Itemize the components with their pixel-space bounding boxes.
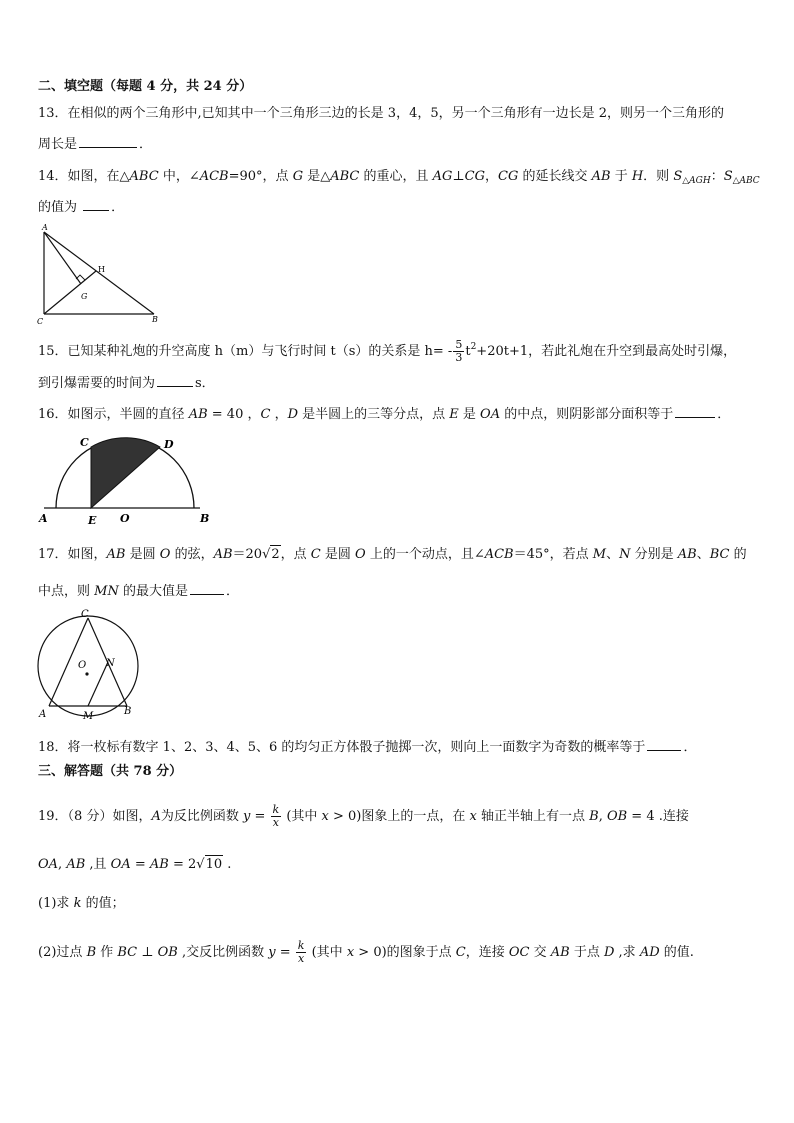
text-fragment: A xyxy=(151,809,161,824)
text-fragment: s． xyxy=(195,376,215,391)
text-fragment: 的延长线交 xyxy=(518,169,592,184)
text-fragment: ＝45°，若点 xyxy=(513,547,593,562)
text-fragment: =90°，点 xyxy=(228,169,293,184)
question-13-line-1: 13．在相似的两个三角形中,已知其中一个三角形三边的长是 3，4，5，另一个三角形有一边长是 2，则另一个三角形的 xyxy=(38,106,725,121)
text-fragment: > 0)的图象于点 xyxy=(354,945,456,960)
text-fragment: +20t+1，若此礼炮在升空到最高处时引爆， xyxy=(476,344,737,359)
text-fragment: 、 xyxy=(696,547,710,562)
text-fragment: D xyxy=(603,945,615,960)
text-fragment: 轴正半轴上有一点 xyxy=(476,809,590,824)
circle-figure xyxy=(34,606,144,722)
text-fragment: ．则 xyxy=(643,169,674,184)
text-fragment: C xyxy=(455,945,466,960)
text-fragment: C xyxy=(260,407,271,422)
text-fragment: ． xyxy=(111,200,125,215)
text-fragment: B xyxy=(86,945,97,960)
answer-blank[interactable] xyxy=(157,374,193,387)
text-fragment: x xyxy=(469,809,477,824)
text-fragment: M xyxy=(592,547,607,562)
text-fragment: y xyxy=(268,945,276,960)
text-fragment: AB xyxy=(188,407,208,422)
label-a: A xyxy=(39,709,47,720)
answer-blank[interactable] xyxy=(647,738,681,751)
text-fragment: AB xyxy=(677,547,697,562)
question-16-line-1 xyxy=(38,405,730,424)
text-fragment: 19．（8 分）如图， xyxy=(38,809,152,824)
text-fragment: 2 xyxy=(470,342,477,352)
text-fragment: 的弦， xyxy=(170,547,214,562)
text-fragment: BC xyxy=(117,945,138,960)
text-fragment: x xyxy=(321,809,329,824)
section-title: 三、解答题（共 78 分） xyxy=(38,764,183,779)
text-fragment: y xyxy=(242,809,251,824)
text-fragment: (其中 xyxy=(307,945,347,960)
text-fragment: BC xyxy=(709,547,730,562)
text-fragment: 于点 xyxy=(569,945,604,960)
label-e: E xyxy=(88,514,97,527)
text-fragment: ⊥ xyxy=(137,945,158,960)
q13-suffix: ． xyxy=(139,137,153,152)
text-fragment: CG xyxy=(464,169,485,184)
answer-blank[interactable] xyxy=(675,405,715,418)
label-m: M xyxy=(83,711,94,722)
text-fragment: 5 xyxy=(455,338,463,351)
label-h: H xyxy=(98,265,105,274)
label-o: O xyxy=(120,512,130,525)
question-15-line-2 xyxy=(38,374,215,393)
label-b: B xyxy=(124,706,132,717)
segment-mn xyxy=(88,662,108,706)
text-fragment: OB xyxy=(606,809,628,824)
text-fragment: , xyxy=(58,857,67,872)
text-fragment: . xyxy=(223,857,232,872)
label-b: B xyxy=(152,315,158,324)
text-fragment: ： xyxy=(710,169,724,184)
text-fragment: S xyxy=(723,169,733,184)
label-d: D xyxy=(164,438,174,451)
text-fragment: △AGH xyxy=(682,176,711,186)
text-fragment: x xyxy=(272,816,279,829)
answer-blank[interactable] xyxy=(79,135,137,148)
fraction xyxy=(296,940,307,965)
text-fragment: ，点 xyxy=(280,547,311,562)
text-fragment: 16．如图示，半圆的直径 xyxy=(38,407,189,422)
text-fragment: 的值为 xyxy=(38,200,78,215)
label-a: A xyxy=(39,512,48,525)
text-fragment: 中点，则 xyxy=(38,584,95,599)
segment-ch xyxy=(44,271,96,314)
label-c: C xyxy=(37,317,44,326)
question-19-part-1 xyxy=(38,895,125,913)
text-fragment: O xyxy=(159,547,171,562)
text-fragment: 是半圆上的三等分点，点 xyxy=(298,407,450,422)
text-fragment: ,求 xyxy=(614,945,640,960)
text-fragment: > 0)图象上的一点，在 xyxy=(328,809,470,824)
text-fragment: = xyxy=(250,809,270,824)
text-fragment: 的最大值是 xyxy=(118,584,188,599)
answer-blank[interactable] xyxy=(83,198,109,211)
text-fragment: ＝20 xyxy=(232,547,263,562)
question-18-line-1 xyxy=(38,738,696,757)
text-fragment: O xyxy=(355,547,366,562)
fraction xyxy=(271,804,282,829)
question-17-line-1 xyxy=(38,545,747,564)
text-fragment: 3 xyxy=(455,351,463,364)
text-fragment: 的中点，则阴影部分面积等于 xyxy=(500,407,674,422)
text-fragment: 、 xyxy=(606,547,620,562)
text-fragment: ，连接 xyxy=(465,945,509,960)
text-fragment: △ABC xyxy=(732,176,760,186)
label-a: A xyxy=(42,223,48,232)
label-g: G xyxy=(81,292,88,301)
text-fragment: 交 xyxy=(529,945,551,960)
text-fragment: OC xyxy=(508,945,530,960)
text-fragment: ． xyxy=(683,740,697,755)
fraction xyxy=(453,339,464,364)
text-fragment: (其中 xyxy=(282,809,322,824)
text-fragment: = 4 .连接 xyxy=(627,809,689,824)
text-fragment: x xyxy=(346,945,355,960)
text-fragment: MN xyxy=(94,584,119,599)
text-fragment: AB xyxy=(213,547,233,562)
text-fragment: ⊥ xyxy=(452,169,465,184)
center-point xyxy=(85,672,88,675)
text-fragment: ABC xyxy=(129,169,159,184)
text-fragment: , xyxy=(598,809,607,824)
text-fragment: ， xyxy=(270,407,288,422)
semicircle-figure xyxy=(34,430,224,530)
text-fragment: S xyxy=(673,169,683,184)
text-fragment: B xyxy=(589,809,599,824)
text-fragment: 的值. xyxy=(659,945,694,960)
text-fragment: 是圆 xyxy=(320,547,356,562)
question-14-line-2 xyxy=(38,198,124,217)
text-fragment: 分别是 xyxy=(630,547,678,562)
text-fragment: 是△ xyxy=(303,169,331,184)
text-fragment: ． xyxy=(225,584,239,599)
text-fragment: AB xyxy=(550,945,570,960)
text-fragment: ABC xyxy=(330,169,360,184)
text-fragment: AG xyxy=(432,169,453,184)
text-fragment: CG xyxy=(498,169,519,184)
label-b: B xyxy=(200,512,210,525)
text-fragment: k xyxy=(73,896,82,911)
text-fragment: k xyxy=(272,803,280,816)
text-fragment: OA xyxy=(38,857,59,872)
question-15-line-1 xyxy=(38,338,736,364)
text-fragment: x xyxy=(298,952,305,965)
text-fragment: ， xyxy=(484,169,498,184)
text-fragment: (1)求 xyxy=(38,896,74,911)
text-fragment: 14．如图，在△ xyxy=(38,169,130,184)
text-fragment: 的重心，且 xyxy=(359,169,433,184)
shaded-region xyxy=(91,438,160,508)
section-title: 二、填空题（每题 4 分，共 24 分） xyxy=(38,79,253,94)
text-fragment: D xyxy=(287,407,299,422)
text-fragment: 的 xyxy=(729,547,747,562)
text-fragment: = 2 xyxy=(168,857,197,872)
text-fragment: 是圆 xyxy=(125,547,160,562)
text-fragment: AB xyxy=(149,857,169,872)
text-fragment: ACB xyxy=(199,169,229,184)
text-fragment: N xyxy=(619,547,631,562)
text-fragment: t xyxy=(465,344,471,359)
text-fragment: ,交反比例函数 xyxy=(177,945,269,960)
text-fragment: AB xyxy=(106,547,126,562)
question-13-line-2 xyxy=(38,135,152,154)
text-fragment: H xyxy=(631,169,644,184)
label-c: C xyxy=(80,436,89,449)
text-fragment: OA xyxy=(110,857,131,872)
text-fragment: k xyxy=(297,939,305,952)
text-fragment: AB xyxy=(591,169,611,184)
question-17-line-2 xyxy=(38,582,239,601)
q13-prefix: 周长是 xyxy=(38,137,78,152)
answer-blank[interactable] xyxy=(190,582,224,595)
text-fragment: 到引爆需要的时间为 xyxy=(38,376,156,391)
text-fragment: 10 xyxy=(205,857,223,872)
text-fragment: AD xyxy=(639,945,660,960)
text-fragment: 中，∠ xyxy=(158,169,200,184)
text-fragment: (2)过点 xyxy=(38,945,87,960)
text-fragment: 上的一个动点，且∠ xyxy=(365,547,485,562)
text-fragment: OB xyxy=(157,945,178,960)
text-fragment: = xyxy=(130,857,150,872)
text-fragment: 17．如图， xyxy=(38,547,107,562)
label-c: C xyxy=(81,609,89,620)
question-19-line-1 xyxy=(38,804,689,829)
text-fragment: 于 xyxy=(610,169,632,184)
question-19-line-2 xyxy=(38,855,231,874)
label-o: O xyxy=(78,660,87,671)
text-fragment: OA xyxy=(480,407,501,422)
sqrt-sign: √ xyxy=(262,547,271,562)
sqrt-sign: √ xyxy=(196,857,205,872)
text-fragment: 18．将一枚标有数字 1、2、3、4、5、6 的均匀正方体骰子抛掷一次，则向上一面数字为奇数的概率等于 xyxy=(38,740,646,755)
segment-ag xyxy=(44,232,81,284)
text-fragment: ACB xyxy=(484,547,514,562)
question-19-part-2 xyxy=(38,940,694,965)
text-fragment: ,且 xyxy=(85,857,111,872)
text-fragment: ． xyxy=(717,407,731,422)
text-fragment: 15．已知某种礼炮的升空高度 h（m）与飞行时间 t（s）的关系是 h= - xyxy=(38,344,453,359)
question-14-line-1 xyxy=(38,168,760,190)
text-fragment: 是 xyxy=(458,407,481,422)
text-fragment: 作 xyxy=(96,945,118,960)
text-fragment: AB xyxy=(66,857,86,872)
text-fragment: G xyxy=(292,169,304,184)
text-fragment: 的值； xyxy=(81,896,125,911)
text-fragment: C xyxy=(310,547,321,562)
circle-o xyxy=(38,616,138,716)
text-fragment: E xyxy=(449,407,459,422)
text-fragment: 2 xyxy=(271,547,280,562)
text-fragment: 为反比例函数 xyxy=(160,809,243,824)
label-n: N xyxy=(106,658,115,669)
text-fragment: = 40 ， xyxy=(207,407,261,422)
text-fragment: = xyxy=(275,945,295,960)
triangle-figure xyxy=(34,222,164,326)
